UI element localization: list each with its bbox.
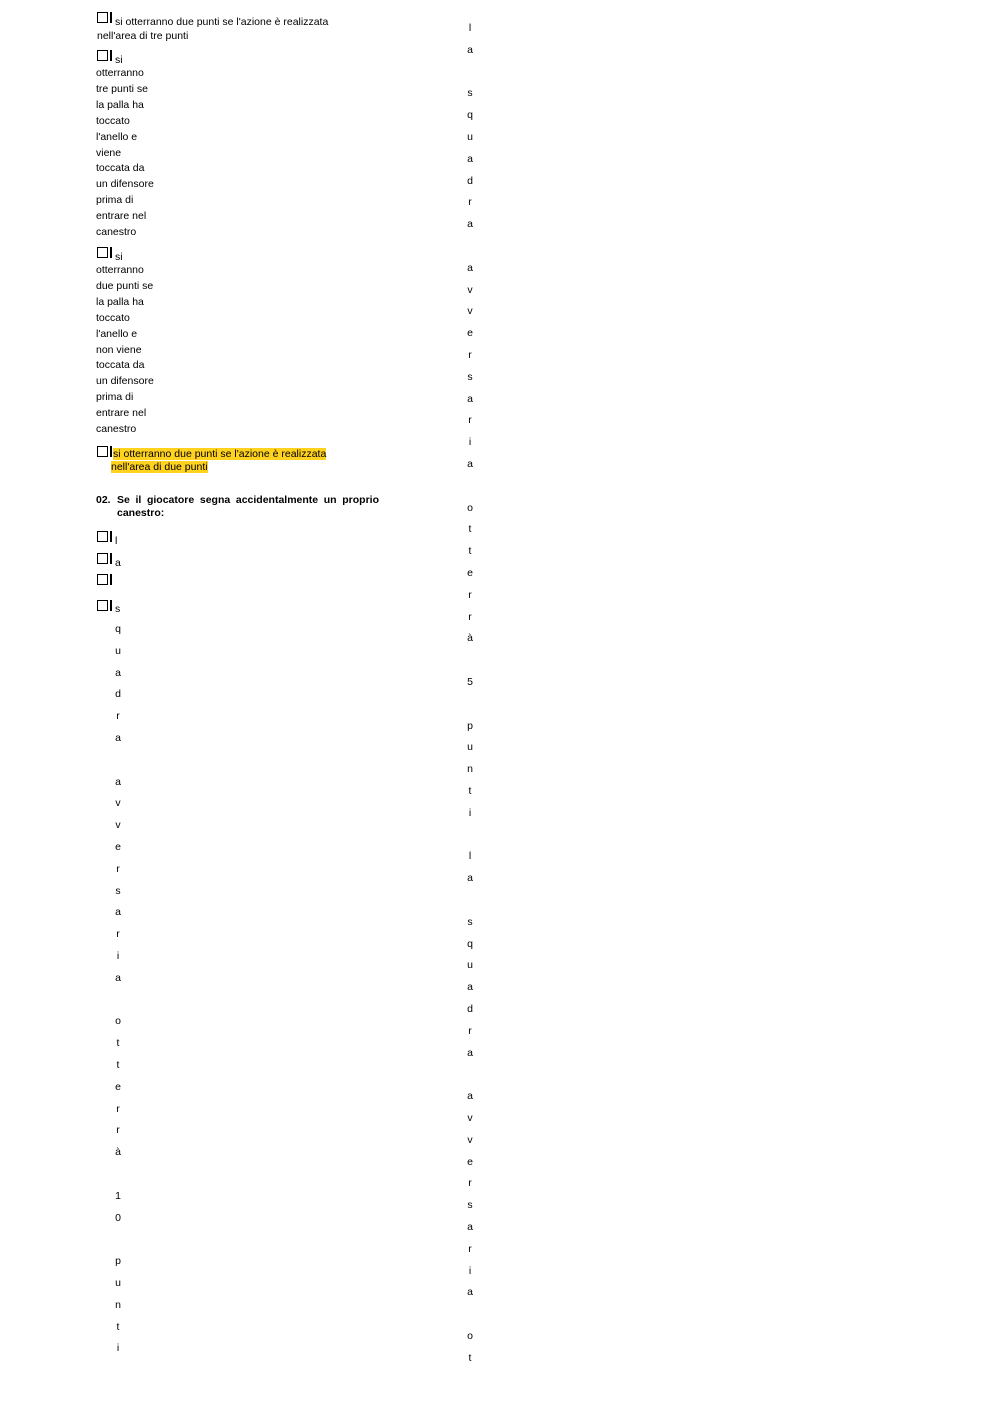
vertical-char: n — [467, 763, 473, 776]
option-a-checkbox[interactable] — [97, 12, 108, 23]
vertical-char: a — [467, 981, 473, 994]
option-d-marker-icon — [110, 446, 112, 457]
vertical-char: s — [467, 370, 473, 383]
option-d-highlight-2: nell'area di due punti — [111, 461, 208, 473]
vertical-char: q — [467, 109, 473, 122]
vertical-char: i — [468, 436, 472, 449]
q02-option-2-marker-icon — [110, 553, 112, 564]
vertical-char: a — [467, 218, 473, 231]
vertical-char: i — [116, 950, 120, 962]
vertical-char: e — [467, 327, 473, 340]
vertical-char: d — [467, 174, 473, 187]
option-line: toccato — [96, 311, 130, 324]
option-b-checkbox[interactable] — [97, 50, 108, 61]
option-line: viene — [96, 146, 122, 159]
vertical-char: d — [467, 1003, 473, 1015]
vertical-char: a — [467, 1286, 473, 1299]
q02-option-1-marker-icon — [110, 531, 112, 542]
vertical-char: v — [115, 797, 121, 810]
option-a-line-1: si otterranno due punti se l'azione è realizzata — [115, 16, 329, 28]
vertical-char: v — [467, 305, 473, 318]
vertical-char: r — [116, 862, 120, 875]
vertical-char: o — [467, 1330, 473, 1342]
option-a-line-2: nell'area di tre punti — [97, 30, 189, 42]
q02-option-1-checkbox[interactable] — [97, 531, 108, 542]
vertical-char: 5 — [467, 676, 473, 688]
vertical-char: s — [467, 915, 473, 928]
vertical-char: r — [468, 588, 472, 601]
vertical-char: e — [467, 567, 473, 579]
option-line: l'anello e — [96, 130, 138, 143]
vertical-char: a — [467, 872, 473, 885]
vertical-char: i — [468, 1264, 472, 1277]
vertical-char: t — [468, 785, 472, 797]
vertical-char: i — [116, 1342, 120, 1355]
question-02-line-1: Se il giocatore segna accidentalmente un proprio — [117, 494, 379, 506]
vertical-char: r — [468, 349, 472, 361]
question-02-number: 02. — [96, 494, 111, 506]
vertical-char: e — [115, 1080, 121, 1093]
option-line: non viene — [96, 343, 142, 356]
vertical-char: r — [468, 414, 472, 427]
q02-option-2-checkbox[interactable] — [97, 553, 108, 564]
q02-option-3-marker-icon — [110, 574, 112, 585]
option-b-marker-icon — [110, 50, 112, 61]
vertical-char: v — [115, 819, 121, 832]
vertical-char: n — [115, 1298, 121, 1311]
option-line: otterranno — [96, 67, 144, 79]
q02-option-1-text: l — [115, 535, 118, 547]
vertical-char: d — [115, 688, 121, 701]
vertical-char: s — [467, 87, 473, 100]
vertical-char: r — [468, 1024, 472, 1037]
vertical-char: o — [467, 501, 473, 514]
vertical-char: l — [468, 850, 472, 863]
vertical-char: r — [116, 710, 120, 723]
vertical-char: p — [115, 1255, 121, 1268]
option-line: tre punti se — [96, 82, 148, 95]
q02-option-3-checkbox[interactable] — [97, 574, 108, 585]
option-line: toccata da — [96, 359, 145, 372]
vertical-char: t — [116, 1037, 120, 1050]
option-line: l'anello e — [96, 327, 138, 340]
vertical-char: i — [468, 806, 472, 819]
vertical-char: p — [467, 719, 473, 732]
vertical-char: a — [467, 1221, 473, 1233]
vertical-char: u — [467, 959, 473, 972]
vertical-char: a — [467, 1046, 473, 1059]
option-line: la palla ha — [96, 98, 144, 111]
vertical-char: a — [467, 261, 473, 274]
vertical-char: s — [115, 884, 121, 897]
vertical-char: v — [467, 283, 473, 296]
q02-option-4-marker-icon — [110, 600, 112, 611]
vertical-char: a — [467, 1090, 473, 1103]
option-line: toccato — [96, 114, 130, 127]
option-line: un difensore — [96, 375, 154, 388]
vertical-char: u — [467, 131, 473, 143]
vertical-char: a — [115, 732, 121, 744]
question-02-line-2: canestro: — [117, 507, 165, 519]
vertical-char: t — [116, 1320, 120, 1333]
vertical-char: a — [467, 458, 473, 470]
vertical-char: a — [115, 666, 121, 679]
vertical-char: q — [115, 623, 121, 635]
vertical-char: e — [115, 841, 121, 853]
vertical-char: l — [468, 22, 472, 34]
vertical-char: v — [467, 1112, 473, 1124]
option-line: otterranno — [96, 264, 144, 276]
option-line: canestro — [96, 423, 137, 435]
vertical-char: r — [468, 1177, 472, 1190]
vertical-char: t — [468, 523, 472, 536]
vertical-char: a — [467, 152, 473, 165]
vertical-char: t — [468, 545, 472, 558]
vertical-char: 0 — [115, 1211, 121, 1224]
vertical-char: à — [115, 1146, 121, 1159]
q02-option-4-checkbox[interactable] — [97, 600, 108, 611]
vertical-char: t — [116, 1059, 120, 1071]
option-c-checkbox[interactable] — [97, 247, 108, 258]
option-line: si — [115, 54, 123, 66]
option-line: prima di — [96, 194, 134, 207]
vertical-char: à — [467, 632, 473, 645]
option-line: entrare nel — [96, 210, 147, 223]
vertical-char: e — [467, 1155, 473, 1168]
option-line: entrare nel — [96, 407, 147, 420]
vertical-char: a — [115, 775, 121, 788]
vertical-char: r — [116, 1124, 120, 1137]
vertical-char: u — [467, 741, 473, 754]
vertical-char: a — [467, 43, 473, 56]
option-line: toccata da — [96, 162, 145, 175]
vertical-char: u — [115, 644, 121, 657]
vertical-char: a — [115, 906, 121, 919]
option-line: due punti se — [96, 279, 154, 292]
option-line: prima di — [96, 391, 134, 404]
vertical-char: q — [467, 937, 473, 950]
q02-option-4-text: s — [115, 603, 121, 615]
vertical-char: r — [116, 1102, 120, 1115]
vertical-char: v — [467, 1133, 473, 1146]
vertical-char: r — [468, 196, 472, 209]
vertical-char: r — [468, 610, 472, 623]
vertical-char: 1 — [115, 1189, 121, 1202]
option-d-highlight-1: si otterranno due punti se l'azione è realizzata — [113, 448, 327, 460]
option-c-marker-icon — [110, 247, 112, 258]
vertical-char: o — [115, 1015, 121, 1028]
option-line: la palla ha — [96, 295, 144, 308]
option-line: canestro — [96, 226, 137, 238]
q02-option-2-text: a — [115, 557, 121, 569]
option-d-checkbox[interactable] — [97, 446, 108, 457]
vertical-char: u — [115, 1277, 121, 1289]
vertical-char: a — [115, 971, 121, 984]
vertical-char: r — [116, 928, 120, 941]
option-d-line-1 — [113, 448, 326, 461]
option-line: un difensore — [96, 178, 154, 191]
vertical-char: s — [467, 1199, 473, 1212]
vertical-char: a — [467, 392, 473, 405]
option-d-line-2 — [111, 461, 208, 474]
vertical-char: r — [468, 1242, 472, 1255]
vertical-char: t — [468, 1351, 472, 1364]
option-a-marker-icon — [110, 12, 112, 23]
option-line: si — [115, 251, 123, 263]
